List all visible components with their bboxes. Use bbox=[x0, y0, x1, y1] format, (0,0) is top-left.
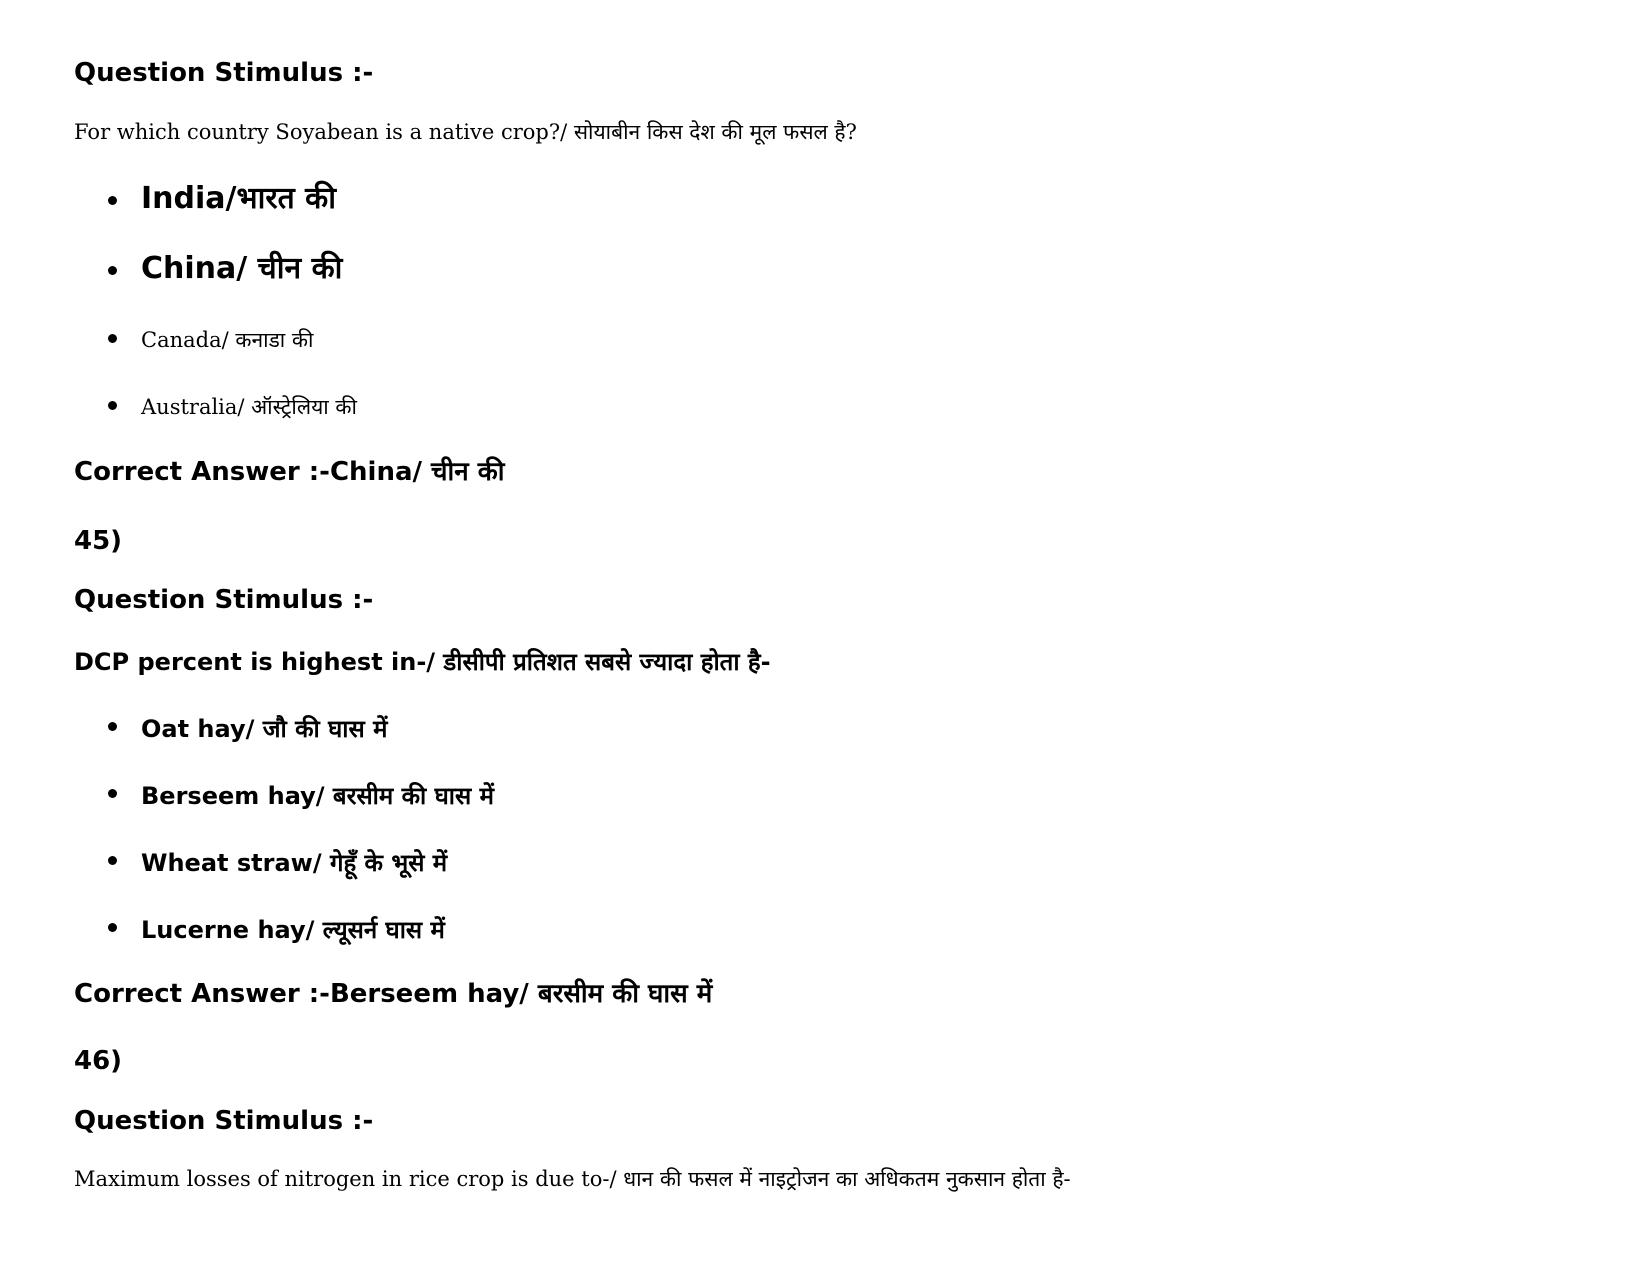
option-label: India/भारत की bbox=[141, 181, 336, 216]
bullet-icon bbox=[108, 266, 117, 275]
question-stimulus-heading: Question Stimulus :- bbox=[74, 58, 374, 88]
bullet-icon bbox=[108, 923, 117, 932]
question-text: Maximum losses of nitrogen in rice crop is due to-/ धान की फसल में नाइट्रोजन का अधिकतम नुकसान होता है- bbox=[74, 1167, 1071, 1191]
question-number: 46) bbox=[74, 1046, 123, 1076]
question-number: 45) bbox=[74, 526, 123, 556]
question-stimulus-heading: Question Stimulus :- bbox=[74, 1106, 374, 1136]
option-label: China/ चीन की bbox=[141, 251, 343, 286]
correct-answer: Correct Answer :-Berseem hay/ बरसीम की घास में bbox=[74, 979, 713, 1009]
question-text: For which country Soyabean is a native crop?/ सोयाबीन किस देश की मूल फसल है? bbox=[74, 120, 857, 144]
option-label: Oat hay/ जौ की घास में bbox=[141, 715, 388, 743]
option-label: Lucerne hay/ ल्यूसर्न घास में bbox=[141, 916, 445, 944]
option-label: Berseem hay/ बरसीम की घास में bbox=[141, 782, 494, 810]
option-label: Wheat straw/ गेहूँ के भूसे में bbox=[141, 849, 448, 877]
bullet-icon bbox=[108, 334, 117, 343]
question-text: DCP percent is highest in-/ डीसीपी प्रतिशत सबसे ज्यादा होता है- bbox=[74, 648, 771, 676]
bullet-icon bbox=[108, 722, 117, 731]
bullet-icon bbox=[108, 856, 117, 865]
correct-answer: Correct Answer :-China/ चीन की bbox=[74, 457, 505, 487]
bullet-icon bbox=[108, 196, 117, 205]
option-label: Australia/ ऑस्ट्रेलिया की bbox=[141, 395, 357, 419]
question-stimulus-heading: Question Stimulus :- bbox=[74, 585, 374, 615]
bullet-icon bbox=[108, 401, 117, 410]
option-label: Canada/ कनाडा की bbox=[141, 328, 314, 352]
bullet-icon bbox=[108, 789, 117, 798]
